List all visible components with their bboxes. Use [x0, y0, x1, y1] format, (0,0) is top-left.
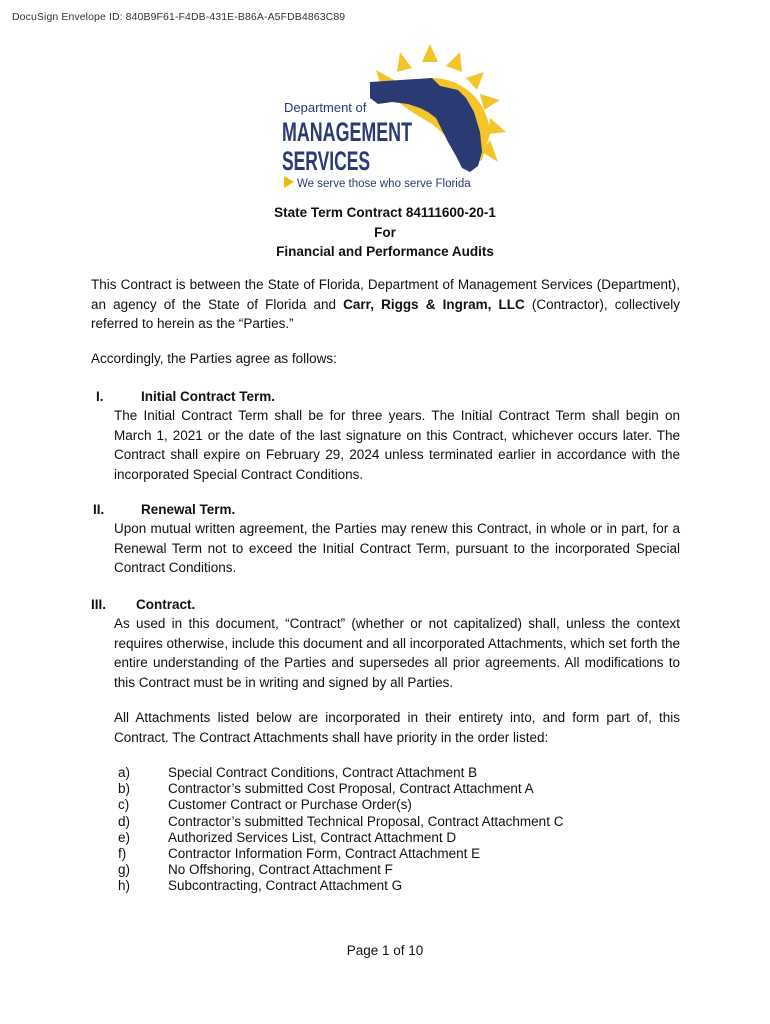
logo-management: MANAGEMENT	[282, 117, 413, 147]
contractor-name: Carr, Riggs & Ingram, LLC	[343, 296, 525, 312]
page-number: Page 1 of 10	[346, 943, 424, 958]
section-2-number: II.	[93, 502, 105, 517]
intro-text-2: (Contractor), collectively referred to herein as the “Parties.”	[91, 296, 680, 331]
contract-title	[0, 203, 770, 262]
accordingly-paragraph: Accordingly, the Parties agree as follows:	[91, 351, 337, 366]
list-marker: h)	[118, 878, 131, 894]
list-text: Special Contract Conditions, Contract Attachment B	[168, 765, 478, 780]
list-text: Authorized Services List, Contract Attachment D	[168, 829, 457, 845]
section-1-title: Initial Contract Term.	[141, 389, 276, 404]
title-line-1: State Term Contract 84111600-20-1	[274, 205, 496, 220]
list-item	[118, 878, 638, 894]
list-marker: d)	[118, 813, 131, 829]
section-3-title: Contract.	[136, 597, 196, 612]
list-text: No Offshoring, Contract Attachment F	[168, 862, 393, 878]
list-item	[118, 846, 638, 862]
section-3-body: As used in this document, “Contract” (whether or not capitalized) shall, unless the context requires otherwise, include this document and all incorporated Attachments, which set forth the entire understanding of the Parties and supersedes all prior agreements. All modifications to this Contract must be in writing and signed by all Parties.	[114, 616, 680, 690]
section-2-title: Renewal Term.	[141, 502, 236, 517]
dms-logo-graphic	[282, 42, 514, 192]
section-1-number: I.	[96, 389, 104, 404]
list-text: Contractor Information Form, Contract Attachment E	[168, 846, 481, 862]
list-text: Contractor’s submitted Technical Proposal, Contract Attachment C	[168, 813, 564, 829]
list-marker: c)	[118, 797, 130, 813]
list-item	[118, 765, 638, 781]
list-item	[118, 830, 638, 846]
list-item	[118, 781, 638, 797]
list-item	[118, 862, 638, 878]
section-2-body: Upon mutual written agreement, the Parties may renew this Contract, in whole or in part, for a Renewal Term not to exceed the Initial Contract Term, pursuant to the incorporated Special Contract Conditions.	[114, 521, 680, 575]
intro-text-1: This Contract is between the State of Florida, Department of Management Services (Department), an agency of the State of Florida and	[91, 277, 680, 312]
title-line-3: Financial and Performance Audits	[276, 244, 494, 259]
logo-services: SERVICES	[282, 146, 370, 176]
list-text: Subcontracting, Contract Attachment G	[168, 878, 403, 894]
title-line-2: For	[374, 224, 396, 240]
list-item	[118, 814, 638, 830]
dms-logo	[282, 42, 514, 192]
section-3-number: III.	[91, 597, 107, 612]
docusign-envelope-id: DocuSign Envelope ID: 840B9F61-F4DB-431E-B86A-A5FDB4863C89	[12, 11, 346, 23]
list-text: Contractor’s submitted Cost Proposal, Contract Attachment A	[168, 781, 534, 797]
list-marker: a)	[118, 765, 131, 780]
section-1-body: The Initial Contract Term shall be for three years. The Initial Contract Term shall begin on March 1, 2021 or the date of the last signature on this Contract, whichever occurs later. The Contract shall expire on February 29, 2024 unless terminated earlier in accordance with the incorporated Special Contract Conditions.	[114, 408, 680, 482]
attachment-list	[118, 765, 638, 895]
list-marker: g)	[118, 862, 131, 878]
intro-paragraph	[91, 275, 680, 334]
tagline-arrow-icon	[284, 176, 294, 188]
list-marker: e)	[118, 829, 131, 845]
list-marker: f)	[118, 846, 127, 862]
logo-dept-of: Department of	[284, 100, 367, 115]
list-marker: b)	[118, 781, 131, 797]
list-item	[118, 797, 638, 813]
section-3-body-2: All Attachments listed below are incorporated in their entirety into, and form part of, this Contract. The Contract Attachments shall have priority in the order listed:	[114, 710, 680, 745]
list-text: Customer Contract or Purchase Order(s)	[168, 797, 412, 813]
logo-tagline: We serve those who serve Florida	[297, 178, 471, 190]
